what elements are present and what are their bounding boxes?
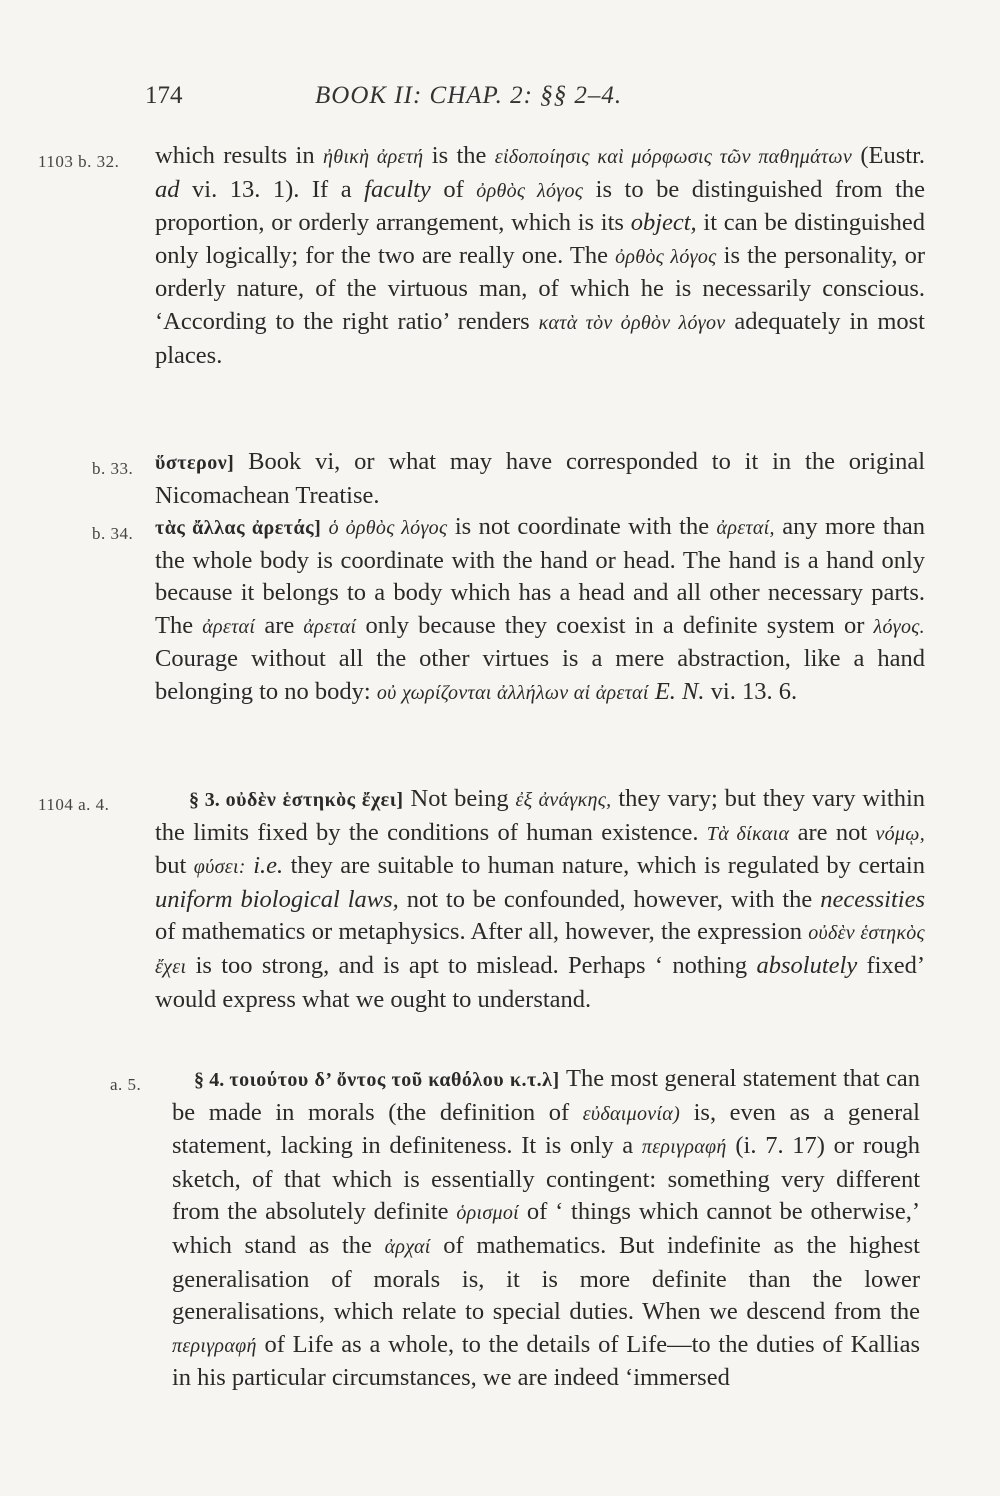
text-run: vi. 13. 1). If a xyxy=(179,175,365,203)
section-mark: § 4. xyxy=(194,1069,230,1091)
italic-phrase: necessities xyxy=(820,885,925,913)
text-run: Courage without all the other virtues is a mere abstraction, like a hand belonging to no body: xyxy=(155,645,925,705)
lemma-heading: ὕστερον] xyxy=(155,452,235,474)
text-run: they are suitable to human nature, which is regulated by certain xyxy=(283,852,925,880)
running-title: BOOK II: CHAP. 2: §§ 2–4. xyxy=(315,82,623,109)
entry-text xyxy=(155,783,925,1016)
italic-phrase: object, xyxy=(630,209,697,237)
line-reference: b. 33. xyxy=(92,459,134,478)
italic-phrase: i.e. xyxy=(253,852,284,880)
greek-phrase: περιγραφή xyxy=(172,1334,257,1357)
entry-text xyxy=(155,140,925,372)
greek-phrase: ἀρχαί xyxy=(384,1235,431,1258)
text-run: Not being xyxy=(403,785,516,812)
page-number: 174 xyxy=(145,82,183,109)
italic-phrase: faculty xyxy=(364,175,431,203)
text-run: are xyxy=(255,611,304,639)
greek-phrase: ὁ ὀρθὸς λόγος xyxy=(328,517,448,539)
italic-phrase: absolutely xyxy=(756,951,858,979)
text-run: of ‘ things which cannot be otherwise,’ which stand as the xyxy=(172,1198,920,1259)
text-run: adequately in most places. xyxy=(155,307,925,369)
text-run: they vary; but they vary within the limits fixed by the conditions of human existence. xyxy=(155,785,926,846)
text-run: not to be confounded, however, with the xyxy=(398,885,821,913)
text-run: which results in xyxy=(155,142,323,169)
text-run: of Life as a whole, to the details of Life—to the duties of Kallias in his particular circumstances, we are indeed ‘immersed xyxy=(172,1330,920,1392)
text-run: only because they coexist in a definite system or xyxy=(356,611,874,639)
greek-phrase: ὁρισμοί xyxy=(456,1202,520,1225)
text-run: any more than the whole body is coordinate with the hand or head. The hand is a hand only because it belongs to a body which has a head and all other necessary parts. The xyxy=(155,513,925,639)
greek-phrase: ἀρεταί xyxy=(303,615,357,638)
text-run: The most general statement that can be made in morals (the definition of xyxy=(172,1065,921,1126)
greek-phrase: ἀρεταί xyxy=(202,615,256,638)
text-run: vi. 13. 6. xyxy=(704,677,798,705)
line-reference: a. 5. xyxy=(110,1075,142,1094)
greek-phrase: εἰδοποίησις καὶ μόρφωσις τῶν παθημάτων xyxy=(494,146,852,168)
text-run: are not xyxy=(789,818,876,846)
lemma-heading: οὐδὲν ἑστηκὸς ἔχει] xyxy=(225,789,404,811)
greek-phrase: οὐδὲν ἑστηκὸς ἔχει xyxy=(155,922,925,978)
greek-phrase: ἐξ ἀνάγκης, xyxy=(515,789,612,811)
text-run: of mathematics or metaphysics. After all, however, the expression xyxy=(155,918,809,946)
line-reference: 1104 a. 4. xyxy=(38,795,110,814)
text-run: of xyxy=(430,175,477,203)
greek-phrase: ἀρεταί, xyxy=(716,517,775,539)
greek-phrase: νόμῳ, xyxy=(875,822,925,845)
entry-text xyxy=(155,446,925,512)
text-run: is too strong, and is apt to mislead. Perhaps ‘ nothing xyxy=(186,951,757,979)
line-reference: b. 34. xyxy=(92,524,134,543)
text-run: is the personality, or orderly nature, of the virtuous man, of which he is necessarily conscious. ‘According to the right ratio’ renders xyxy=(155,241,926,335)
text-run: is to be distinguished from the proportion, or orderly arrangement, which is its xyxy=(155,175,925,237)
greek-phrase: Τὰ δίκαια xyxy=(706,822,790,845)
lemma-heading: τοιούτου δ’ ὄντος τοῦ καθόλου κ.τ.λ] xyxy=(229,1069,560,1091)
section-mark: § 3. xyxy=(189,789,226,811)
text-run: (Eustr. xyxy=(852,142,926,169)
line-reference: 1103 b. 32. xyxy=(38,152,120,171)
greek-phrase: εὐδαιμονία) xyxy=(582,1102,681,1125)
text-run: is, even as a general statement, lacking in definiteness. It is only a xyxy=(172,1098,920,1160)
page-header xyxy=(145,82,925,122)
greek-phrase: λόγος. xyxy=(873,615,925,638)
greek-phrase: περιγραφή xyxy=(641,1136,727,1159)
italic-phrase: ad xyxy=(155,175,180,203)
text-run: of mathematics. But indefinite as the highest generalisation of morals is, it is more definite than the lower generalisations, which relate to special duties. When we descend from the xyxy=(172,1231,920,1326)
greek-phrase: κατὰ τὸν ὀρθὸν λόγον xyxy=(538,311,726,334)
italic-phrase: E. N. xyxy=(654,677,705,705)
greek-phrase: ὀρθὸς λόγος xyxy=(615,245,717,268)
text-run xyxy=(321,513,328,540)
entry-text xyxy=(155,511,925,710)
greek-phrase: οὐ χωρίζονται ἀλλήλων αἱ ἀρεταί xyxy=(376,681,649,704)
greek-phrase: ἠθικὴ ἀρετή xyxy=(322,146,424,168)
text-run: (i. 7. 17) or rough sketch, of that which is essentially contingent: something very different from the absolutely definite xyxy=(172,1132,920,1226)
text-run: is not coordinate with the xyxy=(447,513,717,540)
text-run: fixed’ would express what we ought to understand. xyxy=(155,951,925,1013)
italic-phrase: uniform biological laws, xyxy=(155,885,399,913)
text-run: it can be distinguished only logically; for the two are really one. The xyxy=(155,209,925,269)
greek-phrase: φύσει: xyxy=(193,856,246,879)
greek-phrase: ὀρθὸς λόγος xyxy=(476,179,584,202)
text-run: but xyxy=(155,852,194,880)
text-run: is the xyxy=(423,142,495,169)
text-run: Book vi, or what may have corresponded to it in the original Nicomachean Treatise. xyxy=(155,448,925,509)
lemma-heading: τὰς ἄλλας ἀρετάς] xyxy=(155,517,322,539)
entry-text xyxy=(172,1063,920,1395)
